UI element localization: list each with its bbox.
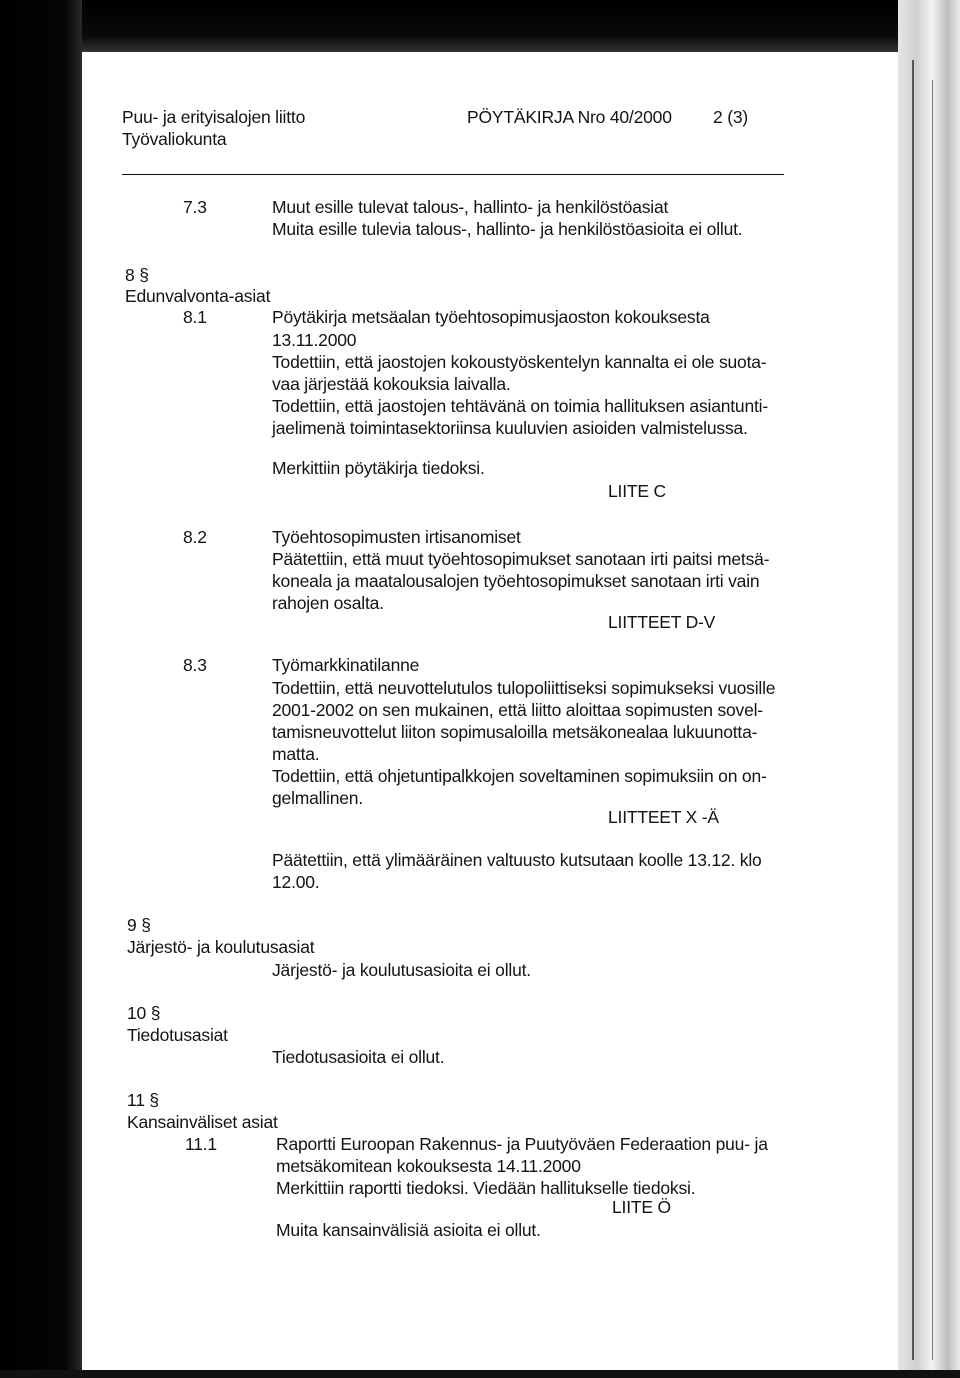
section-11-1-line: metsäkomitean kokouksesta 14.11.2000 <box>276 1156 581 1176</box>
section-8-1-number: 8.1 <box>183 307 207 327</box>
section-8-number: 8 § <box>125 265 149 285</box>
section-8-2-line: rahojen osalta. <box>272 593 384 613</box>
section-8-3-line: gelmallinen. <box>272 788 363 808</box>
section-8-3-line: Todettiin, että neuvottelutulos tulopoliittiseksi sopimukseksi vuosille <box>272 678 776 698</box>
section-8-1-line: jaelimenä toimintasektoriinsa kuuluvien asioiden valmistelussa. <box>272 418 748 438</box>
section-8-title: Edunvalvonta-asiat <box>125 286 271 306</box>
section-8-3-attachment: LIITTEET X -Ä <box>608 807 719 827</box>
header-page-number: 2 (3) <box>713 107 748 127</box>
section-8-3-line: Todettiin, että ohjetuntipalkkojen soveltaminen sopimuksiin on on- <box>272 766 767 786</box>
section-8-3-decision: Päätettiin, että ylimääräinen valtuusto kutsutaan koolle 13.12. klo <box>272 850 762 870</box>
section-8-3-title: Työmarkkinatilanne <box>272 655 420 675</box>
scan-edge-top <box>0 0 960 52</box>
section-7-3-title: Muut esille tulevat talous-, hallinto- ja henkilöstöasiat <box>272 197 669 217</box>
header-org: Puu- ja erityisalojen liitto <box>122 107 306 127</box>
section-11-number: 11 § <box>127 1090 159 1110</box>
section-11-note: Muita kansainvälisiä asioita ei ollut. <box>276 1220 541 1240</box>
section-8-3-line: matta. <box>272 744 320 764</box>
header-unit: Työvaliokunta <box>122 129 227 149</box>
section-8-1-title: Pöytäkirja metsäalan työehtosopimusjaoston kokouksesta <box>272 307 710 327</box>
section-8-1-line: vaa järjestää kokouksia laivalla. <box>272 374 511 394</box>
section-9-text: Järjestö- ja koulutusasioita ei ollut. <box>272 960 531 980</box>
section-8-3-line: 2001-2002 on sen mukainen, että liitto aloittaa sopimusten sovel- <box>272 700 763 720</box>
scan-edge-bottom <box>0 1370 960 1378</box>
scan-edge-left <box>0 0 82 1378</box>
section-8-2-title: Työehtosopimusten irtisanomiset <box>272 527 521 547</box>
header-doc-title: PÖYTÄKIRJA Nro 40/2000 <box>467 107 672 127</box>
section-8-1-line: 13.11.2000 <box>272 330 357 350</box>
scan-edge-right <box>898 0 960 1378</box>
section-11-1-line: Merkittiin raportti tiedoksi. Viedään hallitukselle tiedoksi. <box>276 1178 696 1198</box>
section-8-3-number: 8.3 <box>183 655 207 675</box>
section-8-1-line: Todettiin, että jaostojen tehtävänä on toimia hallituksen asiantunti- <box>272 396 768 416</box>
section-8-1-attachment: LIITE C <box>608 481 666 501</box>
section-10-title: Tiedotusasiat <box>127 1025 228 1045</box>
section-9-title: Järjestö- ja koulutusasiat <box>127 937 315 957</box>
section-9-number: 9 § <box>127 915 151 935</box>
section-8-2-line: Päätettiin, että muut työehtosopimukset sanotaan irti paitsi metsä- <box>272 549 770 569</box>
section-8-1-line: Todettiin, että jaostojen kokoustyöskentelyn kannalta ei ole suota- <box>272 352 767 372</box>
section-10-number: 10 § <box>127 1003 161 1023</box>
section-8-3-decision: 12.00. <box>272 872 320 892</box>
section-11-title: Kansainväliset asiat <box>127 1112 278 1132</box>
section-8-2-number: 8.2 <box>183 527 207 547</box>
section-7-3-number: 7.3 <box>183 197 207 217</box>
header-divider <box>122 174 784 175</box>
section-8-2-attachment: LIITTEET D-V <box>608 612 716 632</box>
section-11-1-attachment: LIITE Ö <box>612 1197 671 1217</box>
section-11-1-line: Raportti Euroopan Rakennus- ja Puutyöväen Federaation puu- ja <box>276 1134 768 1154</box>
section-10-text: Tiedotusasioita ei ollut. <box>272 1047 445 1067</box>
section-8-2-line: koneala ja maatalousalojen työehtosopimukset sanotaan irti vain <box>272 571 760 591</box>
section-11-1-number: 11.1 <box>185 1134 217 1154</box>
section-8-3-line: tamisneuvottelut liiton sopimusaloilla metsäkonealaa lukuunotta- <box>272 722 758 742</box>
section-8-1-note: Merkittiin pöytäkirja tiedoksi. <box>272 458 485 478</box>
section-7-3-text: Muita esille tulevia talous-, hallinto- ja henkilöstöasioita ei ollut. <box>272 219 743 239</box>
